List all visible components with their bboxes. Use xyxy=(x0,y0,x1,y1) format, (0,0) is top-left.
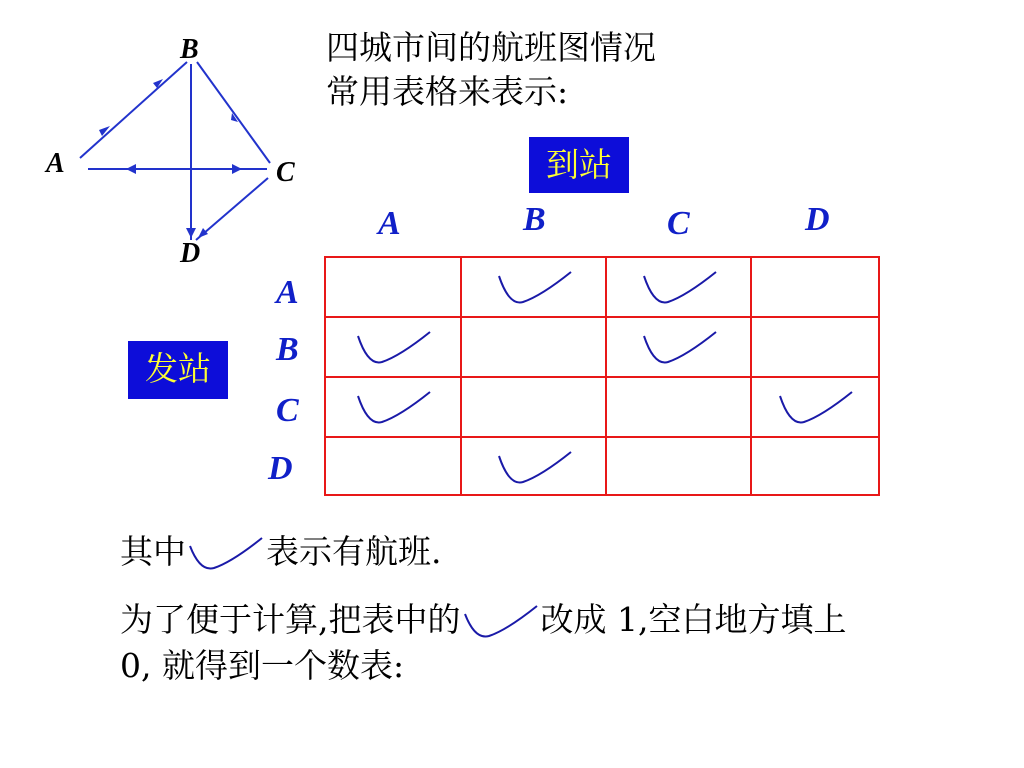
check-mark-icon xyxy=(640,268,720,308)
table-cell-b-d xyxy=(750,316,878,376)
table-cell-d-d xyxy=(750,436,878,494)
graph-node-b: B xyxy=(180,34,199,65)
edge-b-c xyxy=(197,62,270,163)
table-cell-b-b xyxy=(460,316,605,376)
check-mark-icon xyxy=(461,602,541,642)
intro-text xyxy=(326,26,656,114)
table-cell-c-c xyxy=(605,376,750,436)
table-cell-c-d xyxy=(750,376,878,436)
row-header-b: B xyxy=(276,331,299,368)
arrow-c-d xyxy=(198,228,208,238)
column-header-d: D xyxy=(805,201,830,238)
flight-graph-diagram xyxy=(0,0,320,270)
flight-table xyxy=(324,256,880,496)
table-cell-a-c xyxy=(605,256,750,316)
edge-c-d xyxy=(196,178,268,240)
check-mark-icon xyxy=(495,268,575,308)
table-cells xyxy=(324,256,880,496)
depart-station-badge: 发站 xyxy=(128,341,228,399)
footer-line-3: 0, 就得到一个数表: xyxy=(120,646,405,685)
table-cell-d-c xyxy=(605,436,750,494)
footer-line-2-before: 为了便于计算,把表中的 xyxy=(120,600,461,639)
row-header-d: D xyxy=(268,450,293,487)
graph-node-a: A xyxy=(46,148,65,179)
footer-line-2 xyxy=(120,598,846,642)
footer-line-1-after: 表示有航班. xyxy=(266,532,442,571)
column-header-a: A xyxy=(378,205,401,242)
arrow-a-b-1 xyxy=(153,79,163,88)
intro-line-2: 常用表格来表示: xyxy=(326,72,569,111)
check-mark-icon xyxy=(354,388,434,428)
check-mark-icon xyxy=(354,328,434,368)
arrow-b-d xyxy=(186,228,196,238)
row-header-a: A xyxy=(276,274,299,311)
arrow-c-a-2 xyxy=(126,164,136,174)
footer-line-1-before: 其中 xyxy=(120,532,186,571)
table-cell-b-c xyxy=(605,316,750,376)
table-cell-d-b xyxy=(460,436,605,494)
table-cell-c-a xyxy=(324,376,460,436)
arrow-c-a-1 xyxy=(232,164,242,174)
graph-node-c: C xyxy=(276,157,295,188)
check-mark-icon xyxy=(776,388,856,428)
column-header-c: C xyxy=(667,205,690,242)
check-mark-icon xyxy=(186,534,266,574)
check-mark-icon xyxy=(640,328,720,368)
table-cell-b-a xyxy=(324,316,460,376)
table-cell-d-a xyxy=(324,436,460,494)
footer-line-2-after: 改成 1,空白地方填上 xyxy=(540,600,847,639)
table-cell-a-a xyxy=(324,256,460,316)
arrive-station-badge: 到站 xyxy=(529,137,629,193)
check-mark-icon xyxy=(495,448,575,488)
table-cell-c-b xyxy=(460,376,605,436)
footer-line-1 xyxy=(120,530,442,574)
table-cell-a-b xyxy=(460,256,605,316)
edge-a-b xyxy=(80,62,187,158)
row-header-c: C xyxy=(276,392,299,429)
column-header-b: B xyxy=(523,201,546,238)
intro-line-1: 四城市间的航班图情况 xyxy=(326,28,656,67)
graph-node-d: D xyxy=(180,238,201,269)
table-cell-a-d xyxy=(750,256,878,316)
arrow-a-b-2 xyxy=(99,126,110,136)
